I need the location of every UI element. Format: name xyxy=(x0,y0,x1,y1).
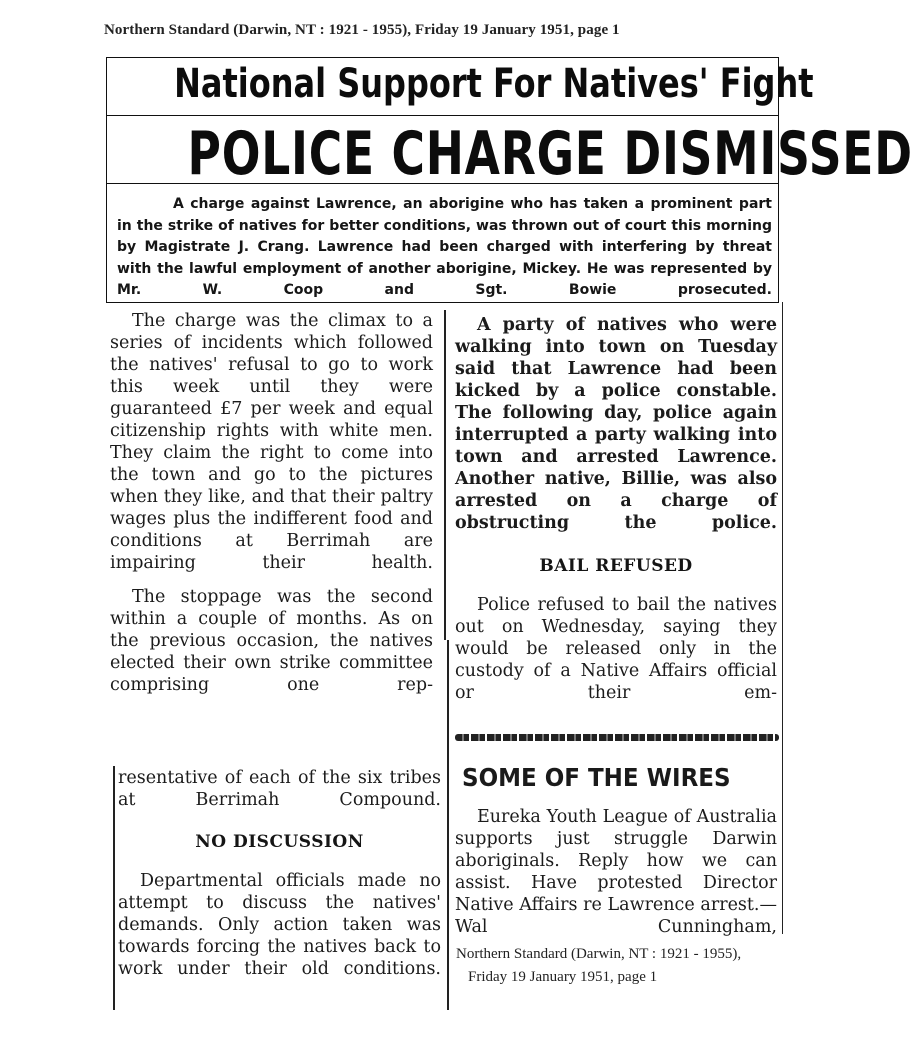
headline-kicker: National Support For Natives' Fight xyxy=(174,61,814,107)
article-paragraph: Eureka Youth League of Australia supports just struggle Darwin aboriginals. Reply how we can assist. Have protested Director Native Affairs re Lawrence arrest.—Wal Cunningham, xyxy=(455,807,777,937)
headline-divider xyxy=(107,115,778,116)
headline-box xyxy=(106,57,913,303)
article-paragraph: The stoppage was the second within a couple of months. As on the previous occasion, the natives elected their own strike committee comprising one rep- xyxy=(110,587,433,695)
article-paragraph: resentative of each of the six tribes at Berrimah Compound. xyxy=(118,768,441,810)
source-citation-line: Friday 19 January 1951, page 1 xyxy=(468,969,658,985)
subheading-bail-refused: BAIL REFUSED xyxy=(539,556,693,576)
column-rule xyxy=(444,310,446,640)
column-rule xyxy=(447,640,449,1010)
article-paragraph: Departmental officials made no attempt to discuss the natives' demands. Only action taken was towards forcing the natives back to work under their old conditions. xyxy=(118,871,441,979)
source-citation-top: Northern Standard (Darwin, NT : 1921 - 1955), Friday 19 January 1951, page 1 xyxy=(104,22,620,38)
right-column-middle xyxy=(455,594,777,704)
column-rule xyxy=(113,766,115,1010)
left-column-top xyxy=(110,310,433,696)
article-paragraph: Police refused to bail the natives out on Wednesday, saying they would be released only in the custody of a Native Affairs official or their em- xyxy=(455,595,777,703)
ornamental-divider xyxy=(455,734,779,741)
left-column-bottom xyxy=(118,767,441,811)
headline-divider xyxy=(107,183,778,184)
headline-main: POLICE CHARGE DISMISSED xyxy=(187,119,913,189)
source-citation-bottom xyxy=(454,941,745,991)
right-column-top xyxy=(455,314,777,534)
article-paragraph: The charge was the climax to a series of incidents which followed the natives' refusal to go to work this week until they were guaranteed £7 per week and equal citizenship rights with white men. They claim the right to come into the town and go to the pictures when they like, and that their paltry wages plus the indifferent food and conditions at Berrimah are impairing their health. xyxy=(110,311,433,573)
source-citation-line: Northern Standard (Darwin, NT : 1921 - 1955), xyxy=(456,946,742,962)
right-column-bottom xyxy=(455,806,777,938)
subheading-no-discussion: NO DISCUSSION xyxy=(195,832,364,852)
article-paragraph: A party of natives who were walking into town on Tuesday said that Lawrence had been kicked by a police constable. The following day, police again interrupted a party walking into town and arrested Lawrence. Another native, Billie, was also arrested on a charge of obstructing the police. xyxy=(455,315,777,533)
left-column-final xyxy=(118,870,441,980)
subheading-wires: SOME OF THE WIRES xyxy=(462,763,731,792)
lede-paragraph: A charge against Lawrence, an aborigine who has taken a prominent part in the strike of natives for better conditions, was thrown out of court this morning by Magistrate J. Crang. Lawrence had been charged with interfering by threat with the lawful employment of another aborigine, Mickey. He was represented by Mr. W. Coop and Sgt. Bowie prosecuted. xyxy=(117,196,772,298)
column-rule xyxy=(782,302,783,934)
